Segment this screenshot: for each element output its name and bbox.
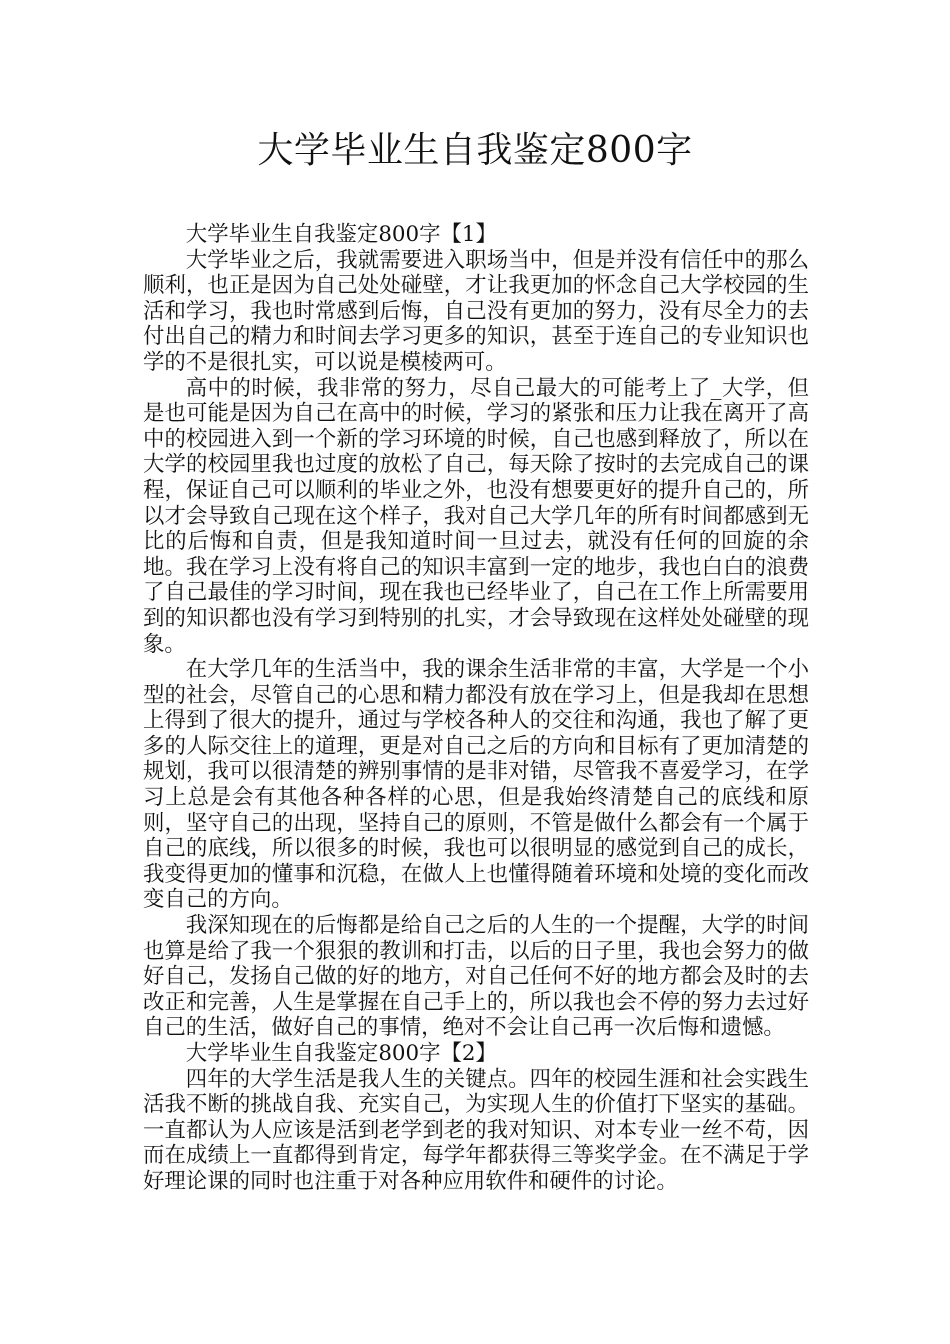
- document-body: [143, 222, 809, 1195]
- body-paragraph: 在大学几年的生活当中，我的课余生活非常的丰富，大学是一个小型的社会，尽管自己的心思和精力都没有放在学习上，但是我却在思想上得到了很大的提升，通过与学校各种人的交往和沟通，我也了解了更多的人际交往上的道理，更是对自己之后的方向和目标有了更加清楚的规划，我可以很清楚的辨别事情的是非对错，尽管我不喜爱学习，在学习上总是会有其他各种各样的心思，但是我始终清楚自己的底线和原则，坚守自己的出现，坚持自己的原则，不管是做什么都会有一个属于自己的底线，所以很多的时候，我也可以很明显的感觉到自己的成长，我变得更加的懂事和沉稳，在做人上也懂得随着环境和处境的变化而改变自己的方向。: [143, 657, 809, 913]
- section-heading-2: 大学毕业生自我鉴定800字【2】: [185, 1041, 497, 1066]
- body-paragraph: 高中的时候，我非常的努力，尽自己最大的可能考上了_大学，但是也可能是因为自己在高中的时候，学习的紧张和压力让我在离开了高中的校园进入到一个新的学习环境的时候，自己也感到释放了，所以在大学的校园里我也过度的放松了自己，每天除了按时的去完成自己的课程，保证自己可以顺利的毕业之外，也没有想要更好的提升自己的，所以才会导致自己现在这个样子，我对自己大学几年的所有时间都感到无比的后悔和自责，但是我知道时间一旦过去，就没有任何的回旋的余地。我在学习上没有将自己的知识丰富到一定的地步，我也白白的浪费了自己最佳的学习时间，现在我也已经毕业了，自己在工作上所需要用到的知识都也没有学习到特别的扎实，才会导致现在这样处处碰壁的现象。: [143, 375, 809, 657]
- section-heading-1: 大学毕业生自我鉴定800字【1】: [185, 222, 497, 247]
- document-title: 大学毕业生自我鉴定800字: [257, 130, 693, 171]
- body-paragraph: 大学毕业之后，我就需要进入职场当中，但是并没有信任中的那么顺利，也正是因为自己处处碰壁，才让我更加的怀念自己大学校园的生活和学习，我也时常感到后悔，自己没有更加的努力，没有尽全力的去付出自己的精力和时间去学习更多的知识，甚至于连自己的专业知识也学的不是很扎实，可以说是模棱两可。: [143, 247, 809, 375]
- body-paragraph: 我深知现在的后悔都是给自己之后的人生的一个提醒，大学的时间也算是给了我一个狠狠的教训和打击，以后的日子里，我也会努力的做好自己，发扬自己做的好的地方，对自己任何不好的地方都会及时的去改正和完善，人生是掌握在自己手上的，所以我也会不停的努力去过好自己的生活，做好自己的事情，绝对不会让自己再一次后悔和遗憾。: [143, 913, 809, 1041]
- body-paragraph: 四年的大学生活是我人生的关键点。四年的校园生涯和社会实践生活我不断的挑战自我、充实自己，为实现人生的价值打下坚实的基础。一直都认为人应该是活到老学到老的我对知识、对本专业一丝不苟，因而在成绩上一直都得到肯定，每学年都获得三等奖学金。在不满足于学好理论课的同时也注重于对各种应用软件和硬件的讨论。: [143, 1066, 809, 1194]
